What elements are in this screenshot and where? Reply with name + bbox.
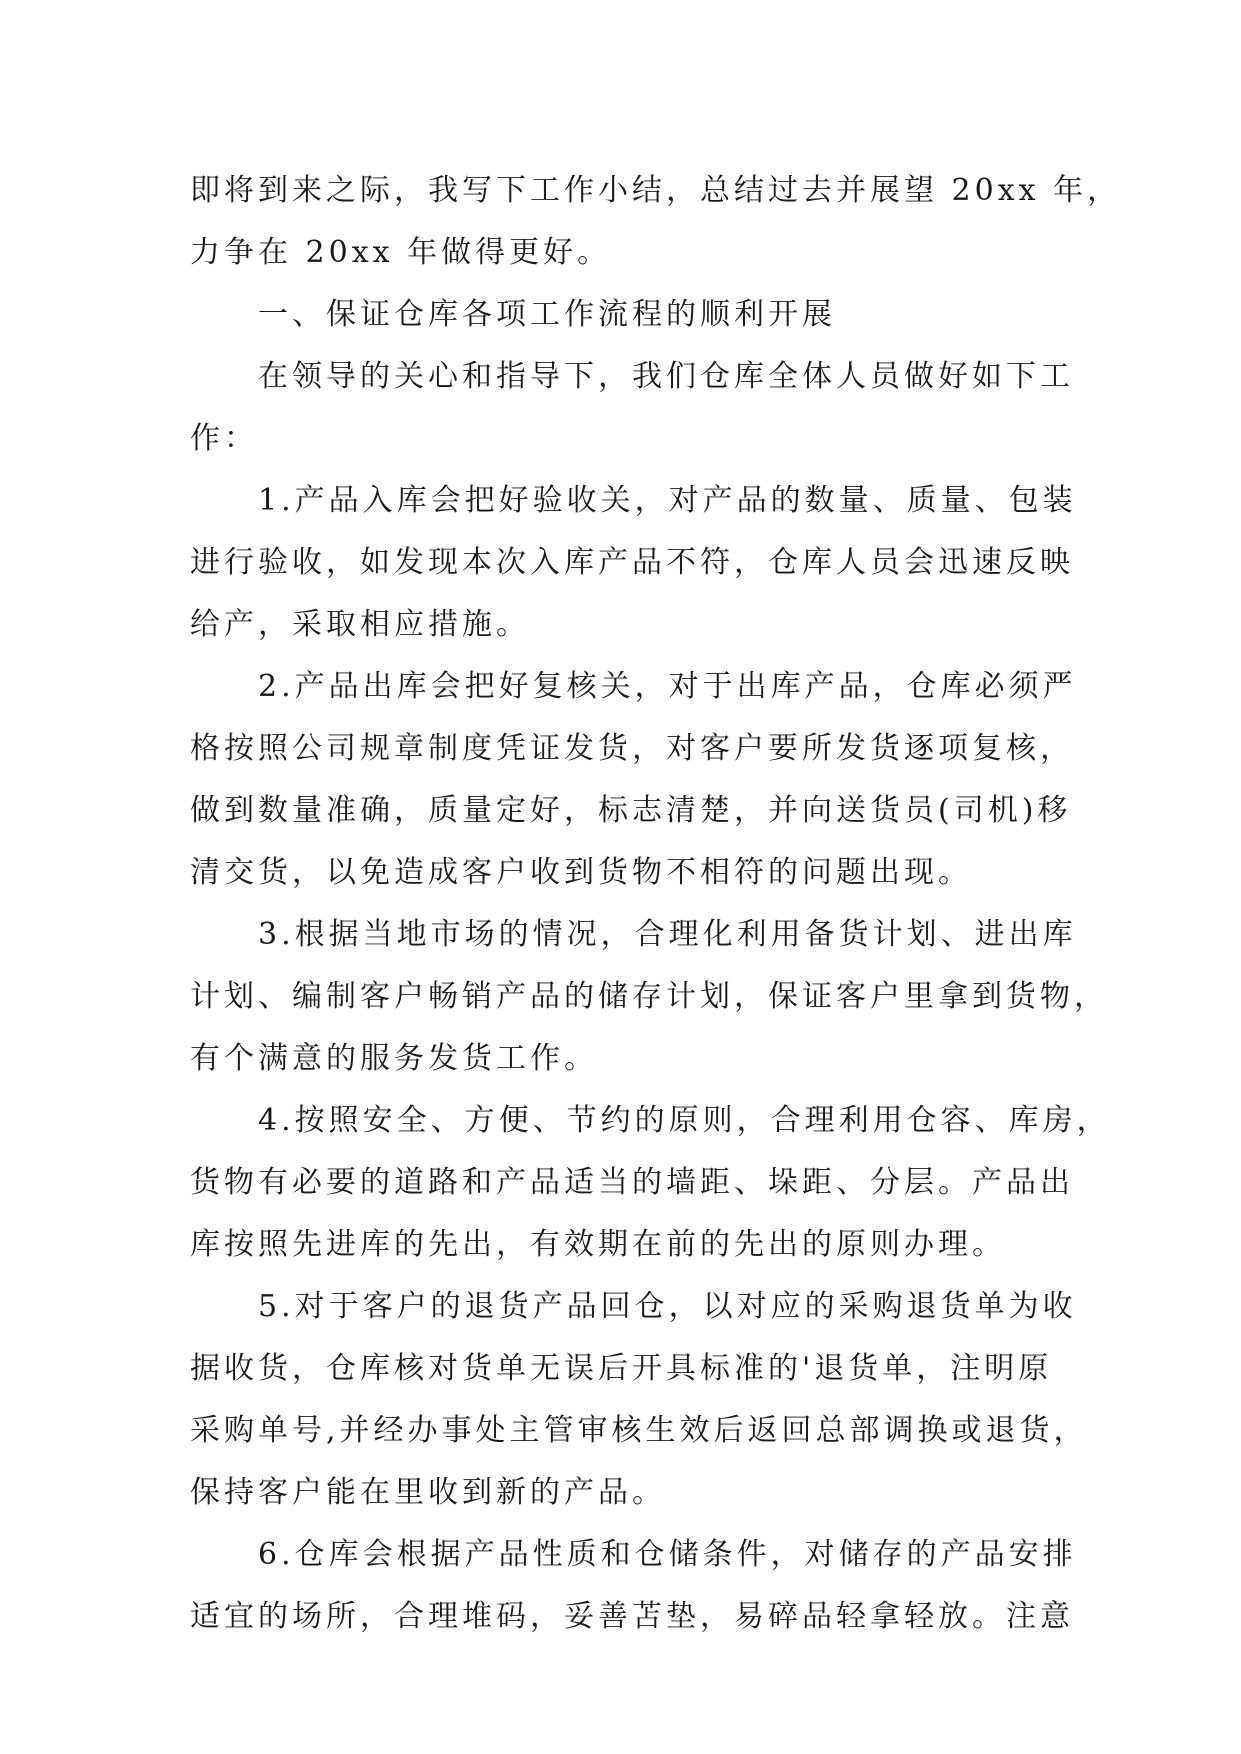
text-line: 给产，采取相应措施。 <box>190 607 530 642</box>
text-line: 在领导的关心和指导下，我们仓库全体人员做好如下工 <box>258 359 1074 394</box>
list-item-4: 4.按照安全、方便、节约的原则，合理利用仓容、库房， <box>258 1103 1111 1138</box>
text-line: 采购单号,并经办事处主管审核生效后返回总部调换或退货， <box>190 1413 1088 1448</box>
list-item-1: 1.产品入库会把好验收关，对产品的数量、质量、包装 <box>258 483 1077 518</box>
text-line: 即将到来之际，我写下工作小结，总结过去并展望 20xx 年， <box>190 173 1122 208</box>
text-line: 格按照公司规章制度凭证发货，对客户要所发货逐项复核， <box>190 731 1074 766</box>
section-heading: 一、保证仓库各项工作流程的顺利开展 <box>258 297 836 332</box>
text-line: 保持客户能在里收到新的产品。 <box>190 1475 666 1510</box>
text-line: 库按照先进库的先出，有效期在前的先出的原则办理。 <box>190 1227 1006 1262</box>
text-line: 货物有必要的道路和产品适当的墙距、垛距、分层。产品出 <box>190 1165 1074 1200</box>
text-line: 进行验收，如发现本次入库产品不符，仓库人员会迅速反映 <box>190 545 1074 580</box>
text-line: 适宜的场所，合理堆码，妥善苫垫，易碎品轻拿轻放。注意 <box>190 1599 1074 1634</box>
document-page <box>190 160 1122 1648</box>
text-line: 作： <box>190 421 258 456</box>
list-item-2: 2.产品出库会把好复核关，对于出库产品，仓库必须严 <box>258 669 1077 704</box>
list-item-5: 5.对于客户的退货产品回仓，以对应的采购退货单为收 <box>258 1289 1077 1324</box>
text-line: 力争在 20xx 年做得更好。 <box>190 235 612 270</box>
text-line: 有个满意的服务发货工作。 <box>190 1041 598 1076</box>
list-item-3: 3.根据当地市场的情况，合理化利用备货计划、进出库 <box>258 917 1077 952</box>
text-line: 据收货，仓库核对货单无误后开具标准的'退货单，注明原 <box>190 1351 1053 1386</box>
text-line: 清交货，以免造成客户收到货物不相符的问题出现。 <box>190 855 972 890</box>
text-line: 计划、编制客户畅销产品的储存计划，保证客户里拿到货物， <box>190 979 1108 1014</box>
list-item-6: 6.仓库会根据产品性质和仓储条件，对储存的产品安排 <box>258 1537 1077 1572</box>
text-line: 做到数量准确，质量定好，标志清楚，并向送货员(司机)移 <box>190 793 1072 828</box>
